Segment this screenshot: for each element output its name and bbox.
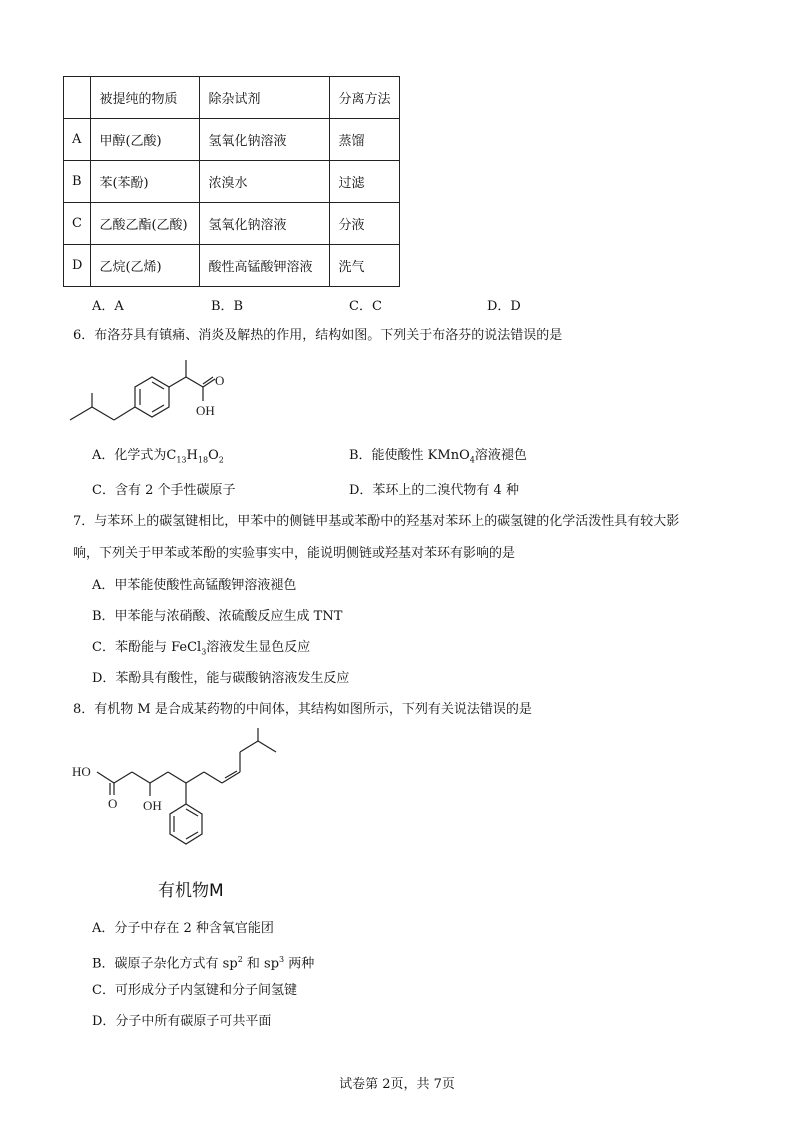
q8-option-b-prefix: B．碳原子杂化方式有 sp: [92, 956, 238, 972]
q5-option-b: B．B: [211, 299, 244, 314]
q6-option-a: [92, 447, 224, 470]
table-cell: 氢氧化钠溶液: [200, 119, 330, 161]
ibuprofen-hydroxyl-label: OH: [196, 403, 215, 418]
table-cell: 苯(苯酚): [91, 161, 200, 203]
q7-stem-line1: 7．与苯环上的碳氢键相比，甲苯中的侧链甲基或苯酚中的羟基对苯环上的碳氢键的化学活泼性具有较大影: [73, 514, 680, 529]
table-cell: 浓溴水: [200, 161, 330, 203]
compound-m-carbonyl-o-label: O: [108, 796, 118, 811]
table-cell: C: [64, 203, 91, 245]
ibuprofen-carbonyl-o-label: O: [215, 373, 225, 388]
table-cell: 乙酸乙酯(乙酸): [91, 203, 200, 245]
table-cell: 分液: [330, 203, 400, 245]
compound-m-oh-label: OH: [143, 798, 162, 813]
table-header-row: [64, 77, 400, 119]
q5-option-d: D．D: [487, 299, 521, 314]
q8-option-b-sup2: 3: [279, 955, 285, 964]
table-row: [64, 203, 400, 245]
table-cell: A: [64, 119, 91, 161]
q7-option-c-prefix: C．苯酚能与 FeCl: [92, 640, 202, 655]
q6-option-a-o: O: [208, 448, 219, 463]
purification-table: [63, 76, 400, 287]
q7-option-a: A．甲苯能使酸性高锰酸钾溶液褪色: [92, 578, 297, 593]
q6-option-a-o-sub: 2: [218, 455, 224, 465]
compound-m-caption: 有机物M: [158, 881, 224, 901]
q6-option-a-h-sub: 18: [197, 455, 209, 465]
q7-option-c: [92, 639, 310, 662]
ibuprofen-structure: [60, 355, 240, 430]
q6-option-b-prefix: B．能使酸性 KMnO: [349, 448, 470, 463]
page-footer: 试卷第 2页，共 7页: [339, 1077, 455, 1092]
q5-option-c: C．C: [349, 299, 382, 314]
q8-option-b-mid: 和 sp: [242, 956, 280, 972]
q8-stem: 8．有机物 M 是合成某药物的中间体，其结构如图所示，下列有关说法错误的是: [73, 702, 532, 717]
table-cell: 甲醇(乙酸): [91, 119, 200, 161]
table-cell: 乙烷(乙烯): [91, 245, 200, 287]
q6-option-a-h: H: [186, 448, 198, 463]
compound-m-structure: [70, 728, 290, 858]
q8-option-d: D．分子中所有碳原子可共平面: [92, 1014, 272, 1029]
q6-option-c: C．含有 2 个手性碳原子: [92, 483, 236, 498]
q7-option-c-suffix: 溶液发生显色反应: [206, 640, 311, 655]
q6-option-b: [349, 447, 527, 470]
q8-option-c: C．可形成分子内氢键和分子间氢键: [92, 983, 297, 998]
table-cell: B: [64, 161, 91, 203]
q6-option-a-c-sub: 13: [176, 455, 187, 465]
q8-option-b: [92, 951, 314, 973]
q8-option-b-suffix: 两种: [284, 956, 315, 972]
table-cell: 蒸馏: [330, 119, 400, 161]
table-row: [64, 245, 400, 287]
table-cell: 洗气: [330, 245, 400, 287]
q7-option-b: B．甲苯能与浓硝酸、浓硫酸反应生成 TNT: [92, 609, 343, 624]
table-cell: 酸性高锰酸钾溶液: [200, 245, 330, 287]
table-cell: D: [64, 245, 91, 287]
table-header-cell: 分离方法: [330, 77, 400, 119]
table-cell: 过滤: [330, 161, 400, 203]
table-header-cell: 除杂试剂: [200, 77, 330, 119]
table-row: [64, 161, 400, 203]
q6-stem: 6．布洛芬具有镇痛、消炎及解热的作用，结构如图。下列关于布洛芬的说法错误的是: [73, 328, 563, 343]
q6-option-a-prefix: A．化学式为C: [92, 448, 177, 463]
table-row: [64, 119, 400, 161]
compound-m-ho-label: HO: [72, 764, 91, 779]
q8-option-b-sup1: 2: [237, 955, 243, 964]
q8-option-a: A．分子中存在 2 种含氧官能团: [92, 921, 274, 936]
q6-option-b-suffix: 溶液褪色: [474, 448, 527, 463]
q7-option-d: D．苯酚具有酸性，能与碳酸钠溶液发生反应: [92, 671, 350, 686]
q6-option-d: D．苯环上的二溴代物有 4 种: [349, 483, 519, 498]
table-cell: 氢氧化钠溶液: [200, 203, 330, 245]
q7-stem-line2: 响，下列关于甲苯或苯酚的实验事实中，能说明侧链或羟基对苯环有影响的是: [73, 546, 516, 561]
q6-option-b-sub: 4: [469, 455, 475, 465]
table-header-cell: [64, 77, 91, 119]
table-header-cell: 被提纯的物质: [91, 77, 200, 119]
q7-option-c-sub: 3: [201, 647, 207, 657]
q5-option-a: A．A: [92, 299, 124, 314]
